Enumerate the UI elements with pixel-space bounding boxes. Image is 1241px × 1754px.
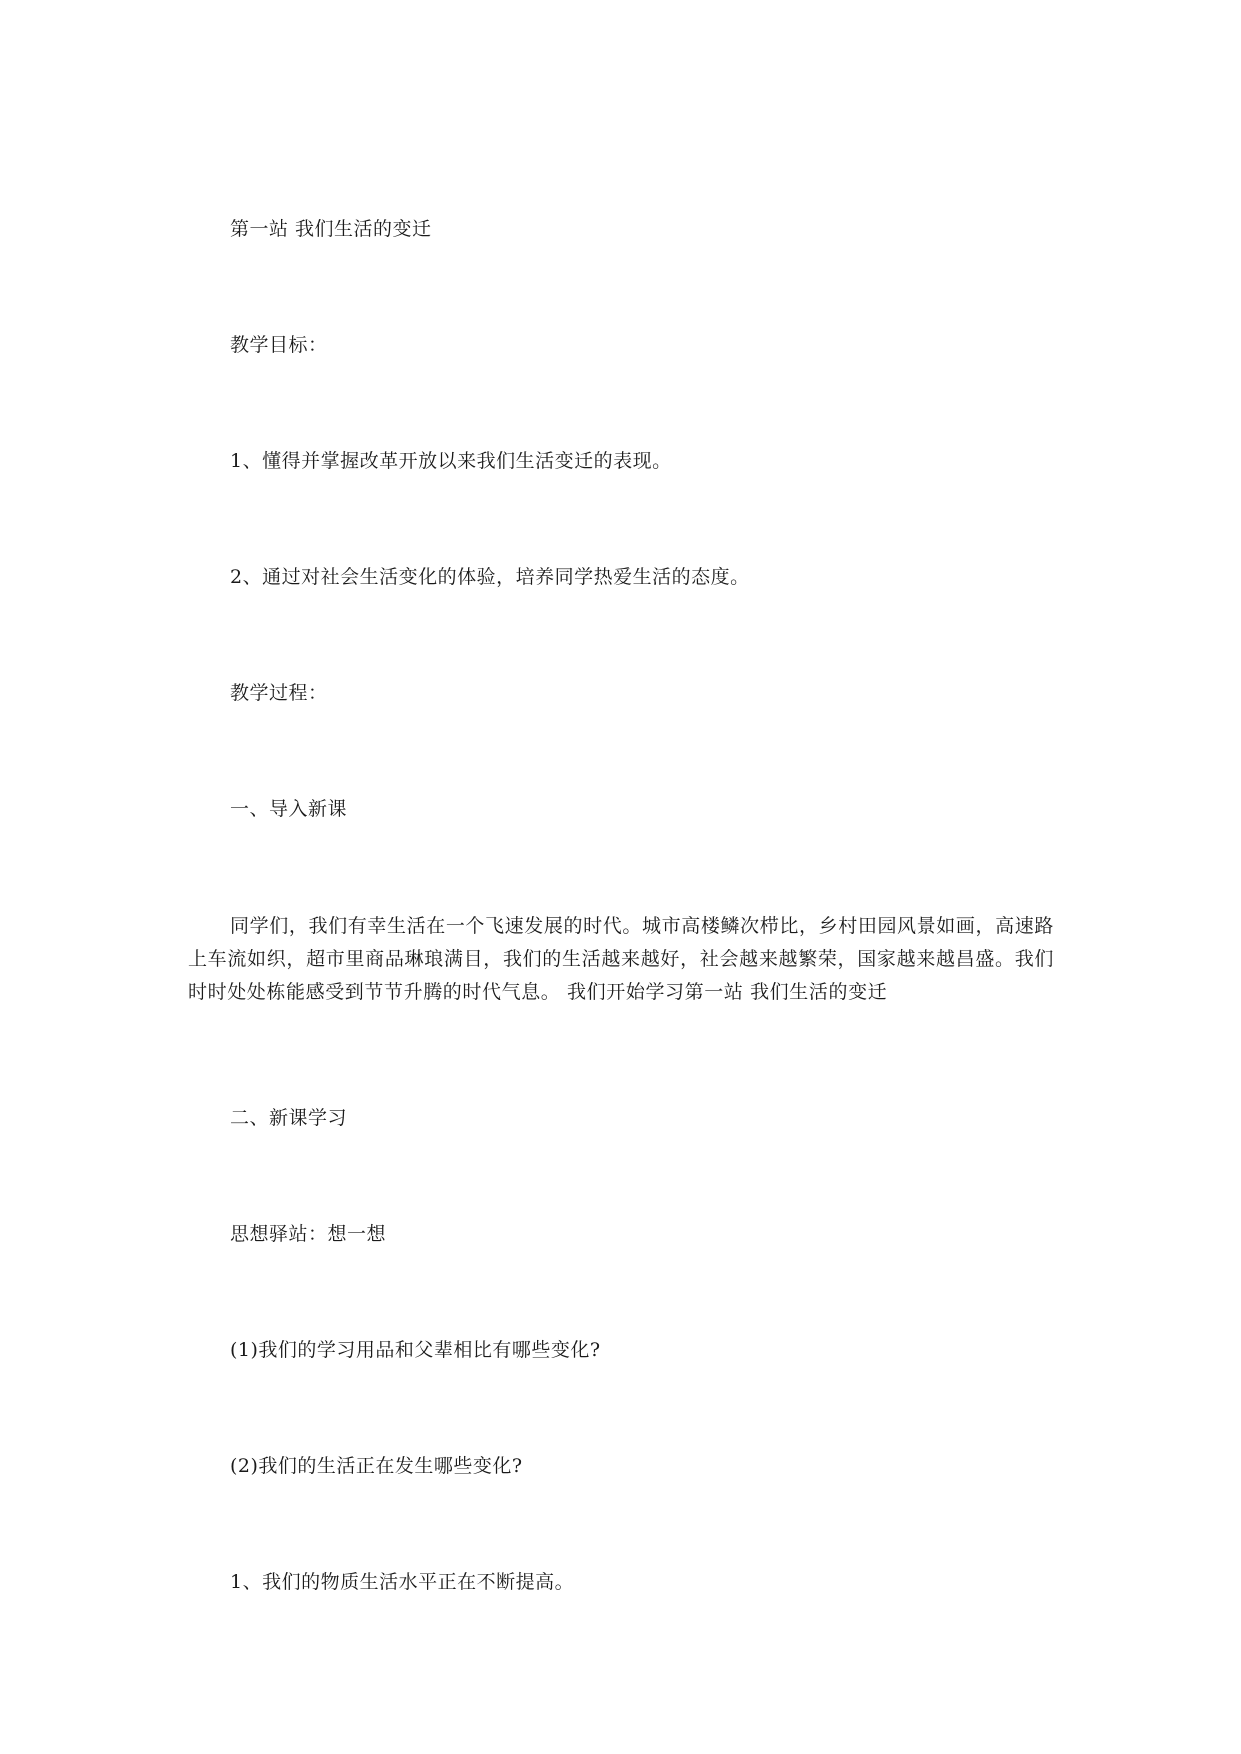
- objectives-heading: 教学目标：: [230, 334, 328, 356]
- document-title: 第一站 我们生活的变迁: [230, 218, 432, 240]
- objective-2: 2、通过对社会生活变化的体验，培养同学热爱生活的态度。: [230, 566, 750, 588]
- question-1: (1)我们的学习用品和父辈相比有哪些变化?: [230, 1339, 601, 1361]
- section-1-heading: 一、导入新课: [230, 798, 348, 820]
- objective-1: 1、懂得并掌握改革开放以来我们生活变迁的表现。: [230, 450, 672, 472]
- point-1: 1、我们的物质生活水平正在不断提高。: [230, 1571, 575, 1593]
- section-2-heading: 二、新课学习: [230, 1107, 348, 1129]
- thinking-station-heading: 思想驿站：想一想: [230, 1223, 387, 1245]
- intro-paragraph: 同学们，我们有幸生活在一个飞速发展的时代。城市高楼鳞次栉比，乡村田园风景如画，高速路上车流如织，超市里商品琳琅满目，我们的生活越来越好，社会越来越繁荣，国家越来越昌盛。我们时时处处栋能感受到节节升腾的时代气息。 我们开始学习第一站 我们生活的变迁: [188, 915, 1054, 1003]
- process-heading: 教学过程：: [230, 682, 328, 704]
- question-2: (2)我们的生活正在发生哪些变化?: [230, 1455, 523, 1477]
